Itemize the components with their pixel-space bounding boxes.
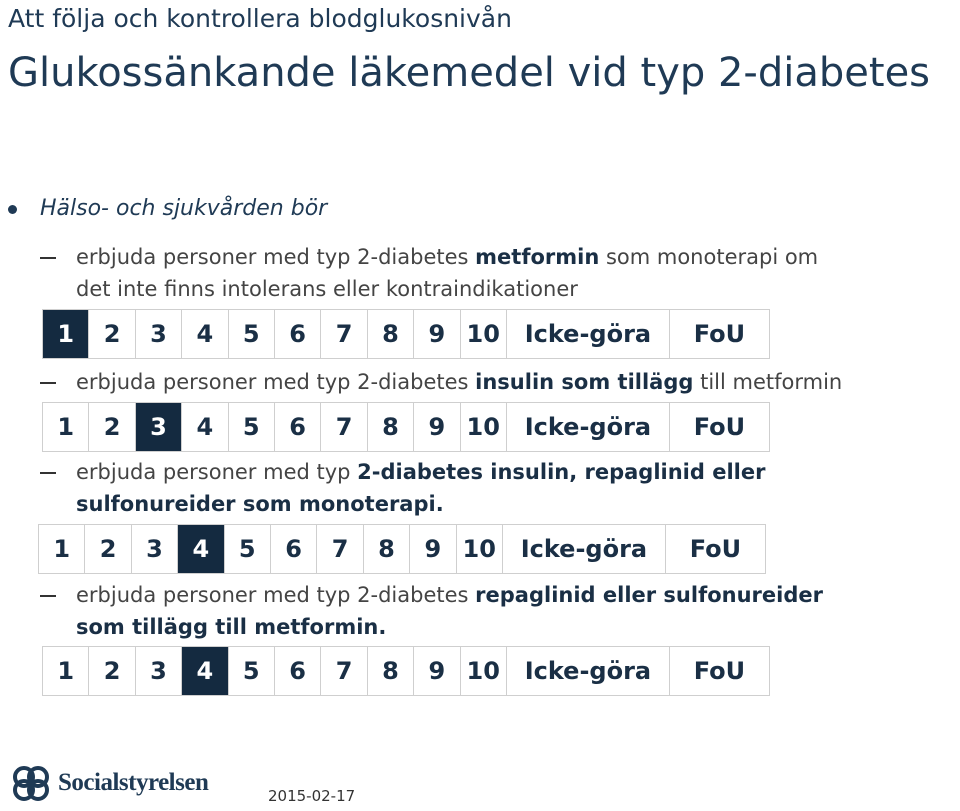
scale-cell-8: 8: [364, 525, 410, 573]
rating-scale-4: [42, 646, 770, 696]
bullet-heading: Hälso- och sjukvården bör: [40, 196, 328, 221]
item-text: erbjuda personer med typ 2-diabetes: [76, 245, 476, 269]
item-4-line-1: [76, 579, 823, 611]
dash-icon: [40, 257, 56, 259]
scale-cell-6: 6: [275, 647, 321, 695]
item-text: det inte finns intolerans eller kontraindikationer: [76, 277, 578, 301]
scale-cell-fou: FoU: [693, 657, 746, 685]
item-1-line-1: [76, 241, 818, 273]
scale-cell-7: 7: [321, 647, 367, 695]
rating-scale-2: [42, 402, 770, 452]
item-3-line-2: [76, 488, 444, 520]
scale-cell-9: 9: [414, 403, 460, 451]
item-emphasis: sulfonureider som monoterapi.: [76, 492, 444, 516]
scale-cell-1: 1: [43, 647, 89, 695]
scale-cell-10: 10: [461, 647, 507, 695]
scale-cell-1: 1: [43, 403, 89, 451]
bullet-icon: [8, 205, 17, 214]
scale-cell-4: 4: [178, 525, 224, 573]
scale-cell-1: 1: [39, 525, 85, 573]
item-text: till metformin: [693, 370, 843, 394]
scale-cell-8: 8: [368, 647, 414, 695]
scale-cell-4: 4: [182, 403, 228, 451]
rating-scale-1: [42, 309, 770, 359]
scale-cell-icke-göra: Icke-göra: [507, 310, 670, 358]
scale-cell-5: 5: [229, 647, 275, 695]
scale-cell-icke-göra: Icke-göra: [503, 525, 666, 573]
scale-cell-10: 10: [461, 403, 507, 451]
scale-cell-10: 10: [461, 310, 507, 358]
item-text: erbjuda personer med typ: [76, 460, 358, 484]
item-emphasis: insulin som tillägg: [475, 370, 694, 394]
scale-cell-fou: FoU: [693, 413, 746, 441]
scale-cell-3: 3: [136, 310, 182, 358]
scale-cell-8: 8: [368, 403, 414, 451]
rating-scale-3: [38, 524, 766, 574]
scale-cell-fou: FoU: [693, 320, 746, 348]
item-text: erbjuda personer med typ 2-diabetes: [76, 583, 476, 607]
scale-cell-9: 9: [414, 647, 460, 695]
scale-cell-6: 6: [275, 310, 321, 358]
scale-cell-3: 3: [136, 403, 182, 451]
dash-icon: [40, 382, 56, 384]
dash-icon: [40, 595, 56, 597]
logo-mark-icon: [10, 764, 54, 802]
scale-cell-2: 2: [89, 403, 135, 451]
scale-cell-3: 3: [132, 525, 178, 573]
item-text: erbjuda personer med typ 2-diabetes: [76, 370, 476, 394]
scale-cell-9: 9: [410, 525, 456, 573]
scale-cell-7: 7: [321, 310, 367, 358]
scale-cell-6: 6: [275, 403, 321, 451]
scale-cell-2: 2: [89, 647, 135, 695]
scale-cell-icke-göra: Icke-göra: [507, 403, 670, 451]
page-title: Glukossänkande läkemedel vid typ 2-diabetes: [8, 50, 931, 96]
dash-icon: [40, 472, 56, 474]
item-emphasis: som tillägg till metformin.: [76, 615, 387, 639]
scale-cell-5: 5: [229, 403, 275, 451]
scale-cell-5: 5: [225, 525, 271, 573]
scale-cell-6: 6: [271, 525, 317, 573]
scale-cell-7: 7: [321, 403, 367, 451]
supertitle: Att följa och kontrollera blodglukosnivån: [8, 4, 512, 33]
scale-cell-10: 10: [457, 525, 503, 573]
item-emphasis: 2-diabetes insulin, repaglinid eller: [357, 460, 766, 484]
item-emphasis: metformin: [475, 245, 600, 269]
scale-cell-9: 9: [414, 310, 460, 358]
logo-text: Socialstyrelsen: [58, 769, 209, 796]
scale-cell-2: 2: [89, 310, 135, 358]
scale-cell-1: 1: [43, 310, 89, 358]
item-1-line-2: [76, 273, 578, 305]
scale-cell-fou: FoU: [689, 535, 742, 563]
scale-cell-7: 7: [317, 525, 363, 573]
item-4-line-2: [76, 611, 386, 643]
scale-cell-8: 8: [368, 310, 414, 358]
item-3-line-1: [76, 456, 765, 488]
item-emphasis: repaglinid eller sulfonureider: [475, 583, 823, 607]
socialstyrelsen-logo: [10, 764, 208, 802]
scale-cell-5: 5: [229, 310, 275, 358]
scale-cell-icke-göra: Icke-göra: [507, 647, 670, 695]
item-text: som monoterapi om: [599, 245, 819, 269]
scale-cell-4: 4: [182, 647, 228, 695]
scale-cell-3: 3: [136, 647, 182, 695]
scale-cell-2: 2: [85, 525, 131, 573]
date-label: 2015-02-17: [268, 787, 356, 805]
item-2-line-1: [76, 366, 842, 398]
scale-cell-4: 4: [182, 310, 228, 358]
